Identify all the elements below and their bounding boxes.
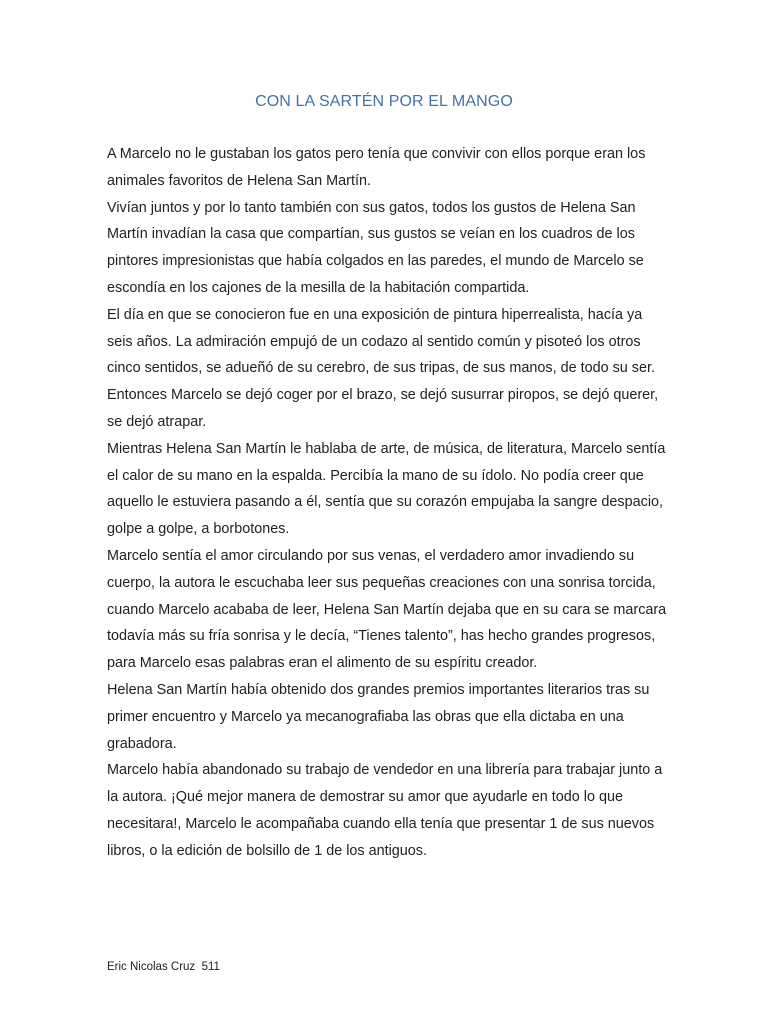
paragraph: Marcelo sentía el amor circulando por sus venas, el verdadero amor invadiendo su cuerpo, la autora le escuchaba leer sus pequeñas creaciones con una sonrisa torcida, cuando Marcelo acababa de leer, Helena San Martín dejaba que en su cara se marcara todavía más su fría sonrisa y le decía, “Tienes talento”, has hecho grandes progresos, para Marcelo esas palabras eran el alimento de su espíritu creador. [107,547,667,672]
page-footer: Eric Nicolas Cruz 511 [107,961,220,973]
document-title: CON LA SARTÉN POR EL MANGO [255,93,513,110]
paragraph: Marcelo había abandonado su trabajo de vendedor en una librería para trabajar junto a la autora. ¡Qué mejor manera de demostrar su amor que ayudarle en todo lo que necesitara!, Marcelo le acompañaba cuando ella tenía que presentar 1 de sus nuevos libros, o la edición de bolsillo de 1 de los antiguos. [107,762,663,859]
document-body [107,141,667,865]
paragraph: Helena San Martín había obtenido dos grandes premios importantes literarios tras su primer encuentro y Marcelo ya mecanografiaba las obras que ella dictaba en una grabadora. [107,681,650,752]
paragraph: A Marcelo no le gustaban los gatos pero tenía que convivir con ellos porque eran los animales favoritos de Helena San Martín. [107,146,646,189]
paragraph: El día en que se conocieron fue en una exposición de pintura hiperrealista, hacía ya seis años. La admiración empujó de un codazo al sentido común y pisoteó los otros cinco sentidos, se adueñó de su cerebro, de sus tripas, de sus manos, de todo su ser. Entonces Marcelo se dejó coger por el brazo, se dejó susurrar piropos, se dejó querer, se dejó atrapar. [107,306,659,430]
paragraph: Mientras Helena San Martín le hablaba de arte, de música, de literatura, Marcelo sentía el calor de su mano en la espalda. Percibía la mano de su ídolo. No podía creer que aquello le estuviera pasando a él, sentía que su corazón empujaba la sangre despacio, golpe a golpe, a borbotones. [107,440,666,538]
paragraph: Vivían juntos y por lo tanto también con sus gatos, todos los gustos de Helena San Martín invadían la casa que compartían, sus gustos se veían en los cuadros de los pintores impresionistas que había colgados en las paredes, el mundo de Marcelo se escondía en los cajones de la mesilla de la habitación compartida. [107,199,644,296]
